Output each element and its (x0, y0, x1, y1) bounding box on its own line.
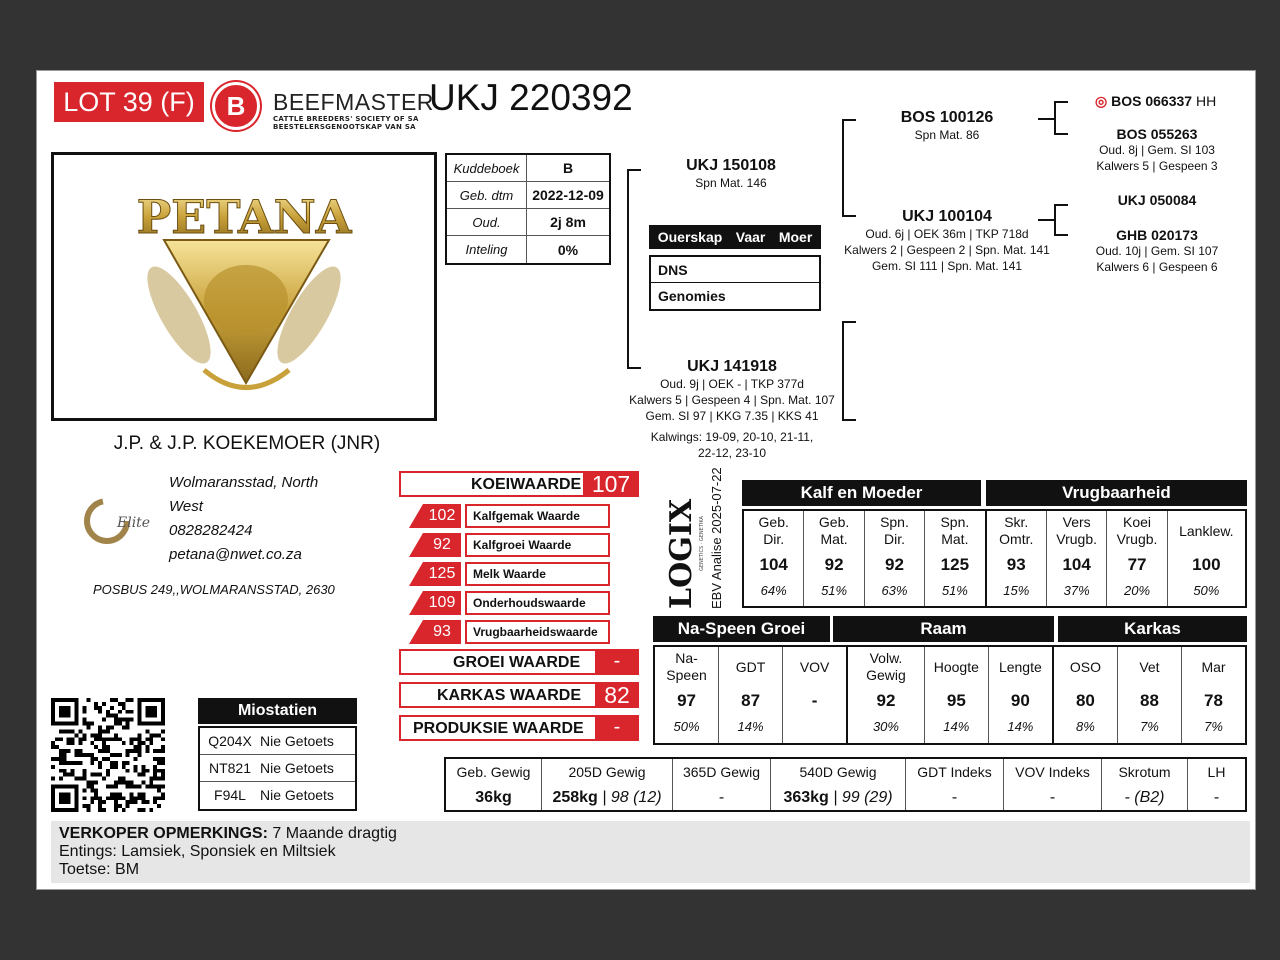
ebv-col (744, 511, 804, 606)
ebv-value: 77 (1127, 555, 1147, 574)
weight-value: - (1213, 789, 1220, 806)
ebv-accuracy: 37% (1063, 583, 1090, 598)
ebv-header-line: Vers (1062, 514, 1091, 530)
target-icon: ◎ (1095, 93, 1108, 109)
sub-value-marker (409, 591, 423, 615)
sub-value-label: Onderhoudswaarde (465, 591, 610, 615)
info-key: Geb. dtm (447, 182, 527, 208)
section-vrugbaarheid: Vrugbaarheid (986, 480, 1247, 506)
ebv-header-line: Geb. (758, 514, 789, 530)
dam-calvings: Kalwings: 19-09, 20-10, 21-11, (650, 430, 814, 444)
sss-name: BOS 066337 (1111, 93, 1193, 109)
ebv-header-line: Mat. (820, 531, 848, 547)
logix-wordmark: LOGIX (664, 498, 699, 609)
ebv-col (1047, 511, 1107, 606)
sub-value-label: Kalfgroei Waarde (465, 533, 610, 557)
ebv-header (925, 511, 984, 551)
ebv-header-line: Hoogte (933, 658, 979, 675)
miostatien-code: Q204X (208, 733, 252, 749)
pedigree-bracket (627, 169, 629, 369)
ebv-value: 95 (946, 691, 966, 710)
pedigree-sdd (1077, 227, 1237, 275)
weights-table (444, 757, 1247, 812)
ebv-header (1107, 511, 1166, 551)
groei-waarde-box (399, 649, 639, 675)
ebv-header-line: Skr. (1004, 514, 1029, 530)
ebv-value: 87 (741, 691, 761, 710)
ebv-header (1168, 511, 1245, 551)
weight-value: - (1049, 789, 1056, 806)
section-raam: Raam (833, 616, 1054, 642)
parentage-row: DNS (651, 257, 819, 283)
ebv-header (865, 511, 924, 551)
qr-code-icon[interactable] (51, 698, 165, 812)
info-value: B (562, 160, 574, 176)
ebv-header-line: Vrugb. (1116, 531, 1158, 547)
ebv-value: 125 (940, 555, 970, 574)
parentage-body (649, 255, 821, 311)
section-karkas: Karkas (1058, 616, 1247, 642)
ebv-col (1182, 647, 1245, 743)
ebv-header-line: Speen (666, 667, 707, 683)
contact-location: Wolmaransstad, North West (169, 474, 319, 515)
brand-sub-en: CATTLE BREEDERS' SOCIETY OF SA (273, 115, 419, 123)
ebv-col (865, 511, 925, 606)
ebv-header-line: Na- (675, 650, 698, 666)
ebv-col (989, 647, 1054, 743)
karkas-waarde-value: 82 (595, 682, 639, 708)
weight-header: GDT Indeks (917, 764, 992, 780)
miostatien-row (200, 728, 355, 755)
ebv-value: 93 (1006, 555, 1026, 574)
dam-detail: Kalwers 5 | Gespeen 4 | Spn. Mat. 107 (629, 393, 835, 407)
elite-logo-icon (81, 491, 151, 551)
sub-value-label: Melk Waarde (465, 562, 610, 586)
sds-name: UKJ 050084 (1117, 192, 1197, 208)
sub-value: 102 (423, 504, 461, 528)
sd-detail: Gem. SI 111 | Spn. Mat. 141 (871, 259, 1023, 273)
ebv-col (783, 647, 848, 743)
ebv-header (1054, 647, 1117, 687)
weight-value: 258kg (552, 789, 598, 806)
info-row (447, 182, 609, 209)
parentage-header (649, 225, 821, 249)
brand-subtitle (273, 115, 419, 131)
info-row (447, 236, 609, 263)
dam-calvings: 22-12, 23-10 (697, 446, 767, 460)
dam-detail: Oud. 9j | OEK - | TKP 377d (660, 377, 804, 391)
pedigree-bracket (1054, 133, 1068, 135)
registration-number: UKJ 220392 (429, 77, 633, 118)
ebv-accuracy: 51% (821, 583, 848, 598)
remarks-label: VERKOPER OPMERKINGS: (59, 825, 268, 842)
info-value: 2j 8m (550, 214, 586, 230)
ebv-header (719, 647, 782, 687)
ebv-header-line: Vet (1139, 658, 1160, 675)
weight-header: 540D Gewig (799, 764, 877, 780)
pedigree-sss (1095, 93, 1216, 110)
ebv-header-line: VOV (799, 658, 830, 675)
pedigree-sire-dam (837, 208, 1057, 274)
ebv-accuracy: 14% (943, 719, 970, 734)
parentage-col: Moer (778, 229, 813, 245)
dam-name: UKJ 141918 (687, 358, 777, 375)
pedigree-ssd (1077, 126, 1237, 174)
sd-detail: Oud. 6j | OEK 36m | TKP 718d (865, 227, 1029, 241)
ebv-header-line: Lanklew. (1179, 522, 1234, 539)
ebv-value: 80 (1075, 691, 1095, 710)
breeder-name: J.P. & J.P. KOEKEMOER (JNR) (113, 433, 381, 454)
ssd-detail: Oud. 8j | Gem. SI 103 (1099, 143, 1215, 157)
weight-header: VOV Indeks (1015, 764, 1090, 780)
ebv-value: 104 (1062, 555, 1091, 574)
parentage-col: Ouerskap (657, 229, 723, 245)
weight-col (1102, 759, 1188, 810)
sub-value-marker (409, 533, 423, 557)
sdd-name: GHB 020173 (1116, 227, 1198, 243)
miostatien-row (200, 782, 355, 809)
pedigree-sire-sire (867, 109, 1027, 143)
ebv-header-line: GDT (735, 658, 766, 675)
contact-email[interactable]: petana@nwet.co.za (169, 546, 302, 563)
parentage-row: Genomies (658, 288, 726, 304)
info-key: Kuddeboek (447, 155, 527, 181)
ebv-header (744, 511, 803, 551)
sub-value: 92 (423, 533, 461, 557)
ebv-header (1047, 511, 1106, 551)
sdd-detail: Oud. 10j | Gem. SI 107 (1095, 244, 1219, 258)
dam-detail: Gem. SI 97 | KKG 7.35 | KKS 41 (645, 409, 819, 423)
produksie-waarde-value: - (595, 715, 639, 741)
pedigree-bracket (627, 169, 641, 171)
weight-value: - (951, 789, 958, 806)
ebv-header (848, 647, 924, 687)
ebv-top-table (742, 509, 1247, 608)
sub-value-marker (409, 562, 423, 586)
sss-suffix: HH (1195, 93, 1217, 109)
ebv-header-line: Omtr. (999, 531, 1034, 547)
weight-col (673, 759, 771, 810)
ebv-value: - (811, 691, 818, 710)
ebv-header-line: Gewig (866, 667, 906, 683)
weight-col (1188, 759, 1245, 810)
breeder-logo-image (51, 152, 437, 421)
ebv-value: 92 (824, 555, 844, 574)
sub-value-row (409, 591, 614, 615)
ebv-header-line: Dir. (883, 531, 905, 547)
ebv-col (925, 511, 986, 606)
ebv-accuracy: 8% (1076, 719, 1095, 734)
ebv-accuracy: 7% (1140, 719, 1159, 734)
ebv-header-line: OSO (1069, 658, 1101, 675)
weight-col (771, 759, 906, 810)
weight-col (542, 759, 673, 810)
weight-value: 36kg (475, 789, 512, 806)
ebv-header-line: Geb. (818, 514, 850, 530)
pedigree-sds (1077, 192, 1237, 208)
ebv-header (987, 511, 1046, 551)
sd-detail: Kalwers 2 | Gespeen 2 | Spn. Mat. 141 (844, 243, 1050, 257)
ebv-header (925, 647, 988, 687)
ss-name: BOS 100126 (900, 109, 994, 126)
parentage-table (649, 225, 821, 311)
parentage-col: Vaar (735, 229, 766, 245)
ebv-accuracy: 51% (941, 583, 968, 598)
produksie-waarde-box (399, 715, 639, 741)
miostatien-code: NT821 (208, 760, 252, 776)
ebv-accuracy (783, 715, 846, 739)
ebv-bottom-table (653, 645, 1247, 745)
logix-logo (664, 467, 745, 611)
section-kalf-en-moeder: Kalf en Moeder (742, 480, 981, 506)
weight-col (1004, 759, 1102, 810)
ebv-col (987, 511, 1047, 606)
ebv-header (655, 647, 718, 687)
ebv-accuracy: 64% (760, 583, 787, 598)
produksie-waarde-label: PRODUKSIE WAARDE (413, 720, 584, 737)
ebv-value: 100 (1192, 555, 1221, 574)
weight-col (446, 759, 542, 810)
ebv-header (783, 647, 846, 687)
ebv-accuracy: 50% (673, 719, 700, 734)
pedigree-bracket (842, 321, 856, 323)
miostatien-row (200, 755, 355, 782)
brand-name: BEEFMASTER (273, 89, 434, 115)
ebv-col (848, 647, 925, 743)
ss-detail: Spn Mat. 86 (914, 128, 980, 142)
sub-value: 109 (423, 591, 461, 615)
ebv-header-line: Spn. (940, 514, 970, 530)
ebv-col (719, 647, 783, 743)
petana-wordmark: PETANA (136, 190, 352, 244)
pedigree-bracket (1054, 101, 1056, 135)
groei-waarde-label: GROEI WAARDE (453, 654, 581, 671)
ebv-value: 88 (1140, 691, 1159, 710)
info-row (447, 155, 609, 182)
ebv-header-line: Spn. (880, 514, 909, 530)
remarks-text: 7 Maande dragtig (267, 825, 397, 842)
weight-col (906, 759, 1004, 810)
brand-sub-af: BEESTELERSGENOOTSKAP VAN SA (273, 123, 416, 131)
miostatien-status: Nie Getoets (260, 733, 334, 749)
ebv-header-line: Lengte (998, 658, 1042, 675)
sdd-detail: Kalwers 6 | Gespeen 6 (1096, 260, 1218, 274)
pedigree-bracket (842, 119, 844, 217)
ebv-header-line: Mar (1201, 658, 1226, 675)
weight-header: Geb. Gewig (456, 764, 531, 780)
weight-index: | 99 (29) (828, 789, 893, 806)
weight-header: LH (1207, 764, 1226, 780)
pedigree-bracket (1054, 204, 1068, 206)
ebv-accuracy: 20% (1124, 583, 1151, 598)
miostatien-title: Miostatien (198, 698, 357, 724)
ebv-header-line: Dir. (763, 531, 785, 547)
sire-name: UKJ 150108 (686, 157, 776, 174)
info-value: 2022-12-09 (532, 187, 604, 203)
ebv-col (1168, 511, 1245, 606)
ebv-col (1054, 647, 1118, 743)
ebv-header (1182, 647, 1245, 687)
miostatien-code: F94L (214, 787, 246, 803)
ebv-accuracy: 50% (1193, 583, 1220, 598)
info-value: 0% (557, 241, 579, 258)
ebv-header-line: Mat. (941, 531, 969, 547)
sub-value-row (409, 620, 614, 644)
ebv-col (655, 647, 719, 743)
weight-index: | 98 (12) (597, 789, 662, 806)
sub-value-marker (409, 504, 423, 528)
ebv-col (925, 647, 989, 743)
pedigree-bracket (1038, 118, 1054, 120)
animal-info-table (445, 153, 611, 265)
karkas-waarde-box (399, 682, 639, 708)
ebv-value: 97 (677, 691, 696, 710)
ebv-value: 104 (759, 555, 788, 574)
seller-remarks (51, 821, 1250, 883)
pedigree-bracket (842, 119, 856, 121)
ebv-header (1118, 647, 1181, 687)
ebv-value: 78 (1204, 691, 1223, 710)
koeiwaarde-box (399, 471, 639, 497)
ssd-name: BOS 055263 (1116, 126, 1198, 142)
miostatien-status: Nie Getoets (260, 787, 334, 803)
weight-header: Skrotum (1118, 764, 1171, 780)
karkas-waarde-label: KARKAS WAARDE (437, 687, 581, 704)
pedigree-dam (612, 358, 852, 461)
lot-badge: LOT 39 (F) (54, 82, 204, 122)
ssd-detail: Kalwers 5 | Gespeen 3 (1096, 159, 1218, 173)
ebv-col (804, 511, 864, 606)
remarks-tests: Toetse: BM (59, 861, 140, 878)
ebv-col (1107, 511, 1167, 606)
ebv-value: 92 (876, 691, 896, 710)
pedigree-bracket (1054, 101, 1068, 103)
contact-block (169, 471, 339, 567)
ebv-accuracy: 15% (1003, 583, 1030, 598)
sub-value-label: Kalfgemak Waarde (465, 504, 610, 528)
weight-value: - (B2) (1124, 789, 1165, 806)
ebv-accuracy: 63% (881, 583, 908, 598)
miostatien-status: Nie Getoets (260, 760, 334, 776)
ebv-analysis-date: EBV Analise 2025-07-22 (709, 467, 724, 609)
ebv-value: 90 (1010, 691, 1030, 710)
weight-header: 205D Gewig (568, 764, 646, 780)
contact-phone[interactable]: 0828282424 (169, 522, 253, 539)
elite-logo-text: Elite (117, 515, 151, 531)
ebv-value: 92 (885, 555, 904, 574)
logix-tagline: GENETICS · GENETIKA (699, 516, 705, 571)
info-row (447, 209, 609, 236)
section-na-speen-groei: Na-Speen Groei (653, 616, 830, 642)
koeiwaarde-label: KOEIWAARDE (471, 476, 582, 493)
ebv-accuracy: 30% (872, 719, 899, 734)
ebv-accuracy: 14% (1007, 719, 1034, 734)
ebv-col (1118, 647, 1182, 743)
info-key: Oud. (447, 209, 527, 235)
weight-value: 363kg (783, 789, 829, 806)
sire-detail: Spn Mat. 146 (695, 176, 767, 190)
ebv-header-line: Volw. (869, 650, 903, 666)
sub-value-row (409, 504, 614, 528)
sub-value: 93 (423, 620, 461, 644)
sub-value: 125 (423, 562, 461, 586)
remarks-vaccinations: Entings: Lamsiek, Sponsiek en Miltsiek (59, 843, 336, 860)
ebv-accuracy: 14% (737, 719, 764, 734)
lot-card (36, 70, 1256, 890)
info-key: Inteling (447, 236, 527, 263)
sub-value-row (409, 562, 614, 586)
weight-value: - (718, 789, 725, 806)
weight-header: 365D Gewig (682, 764, 761, 780)
koeiwaarde-value: 107 (583, 471, 639, 497)
miostatien-body (198, 726, 357, 811)
sub-value-marker (409, 620, 423, 644)
pedigree-sire (651, 157, 811, 191)
postal-address: POSBUS 249,,WOLMARANSSTAD, 2630 (93, 582, 335, 597)
groei-waarde-value: - (595, 649, 639, 675)
ebv-header-line: Koei (1123, 514, 1152, 530)
beefmaster-logo-icon: B (212, 82, 260, 130)
ebv-header (989, 647, 1052, 687)
sub-value-row (409, 533, 614, 557)
sd-name: UKJ 100104 (902, 208, 992, 225)
ebv-accuracy: 7% (1204, 719, 1223, 734)
ebv-header (804, 511, 863, 551)
sub-value-label: Vrugbaarheidswaarde (465, 620, 610, 644)
miostatien-table (198, 698, 357, 811)
ebv-header-line: Vrugb. (1056, 531, 1098, 547)
